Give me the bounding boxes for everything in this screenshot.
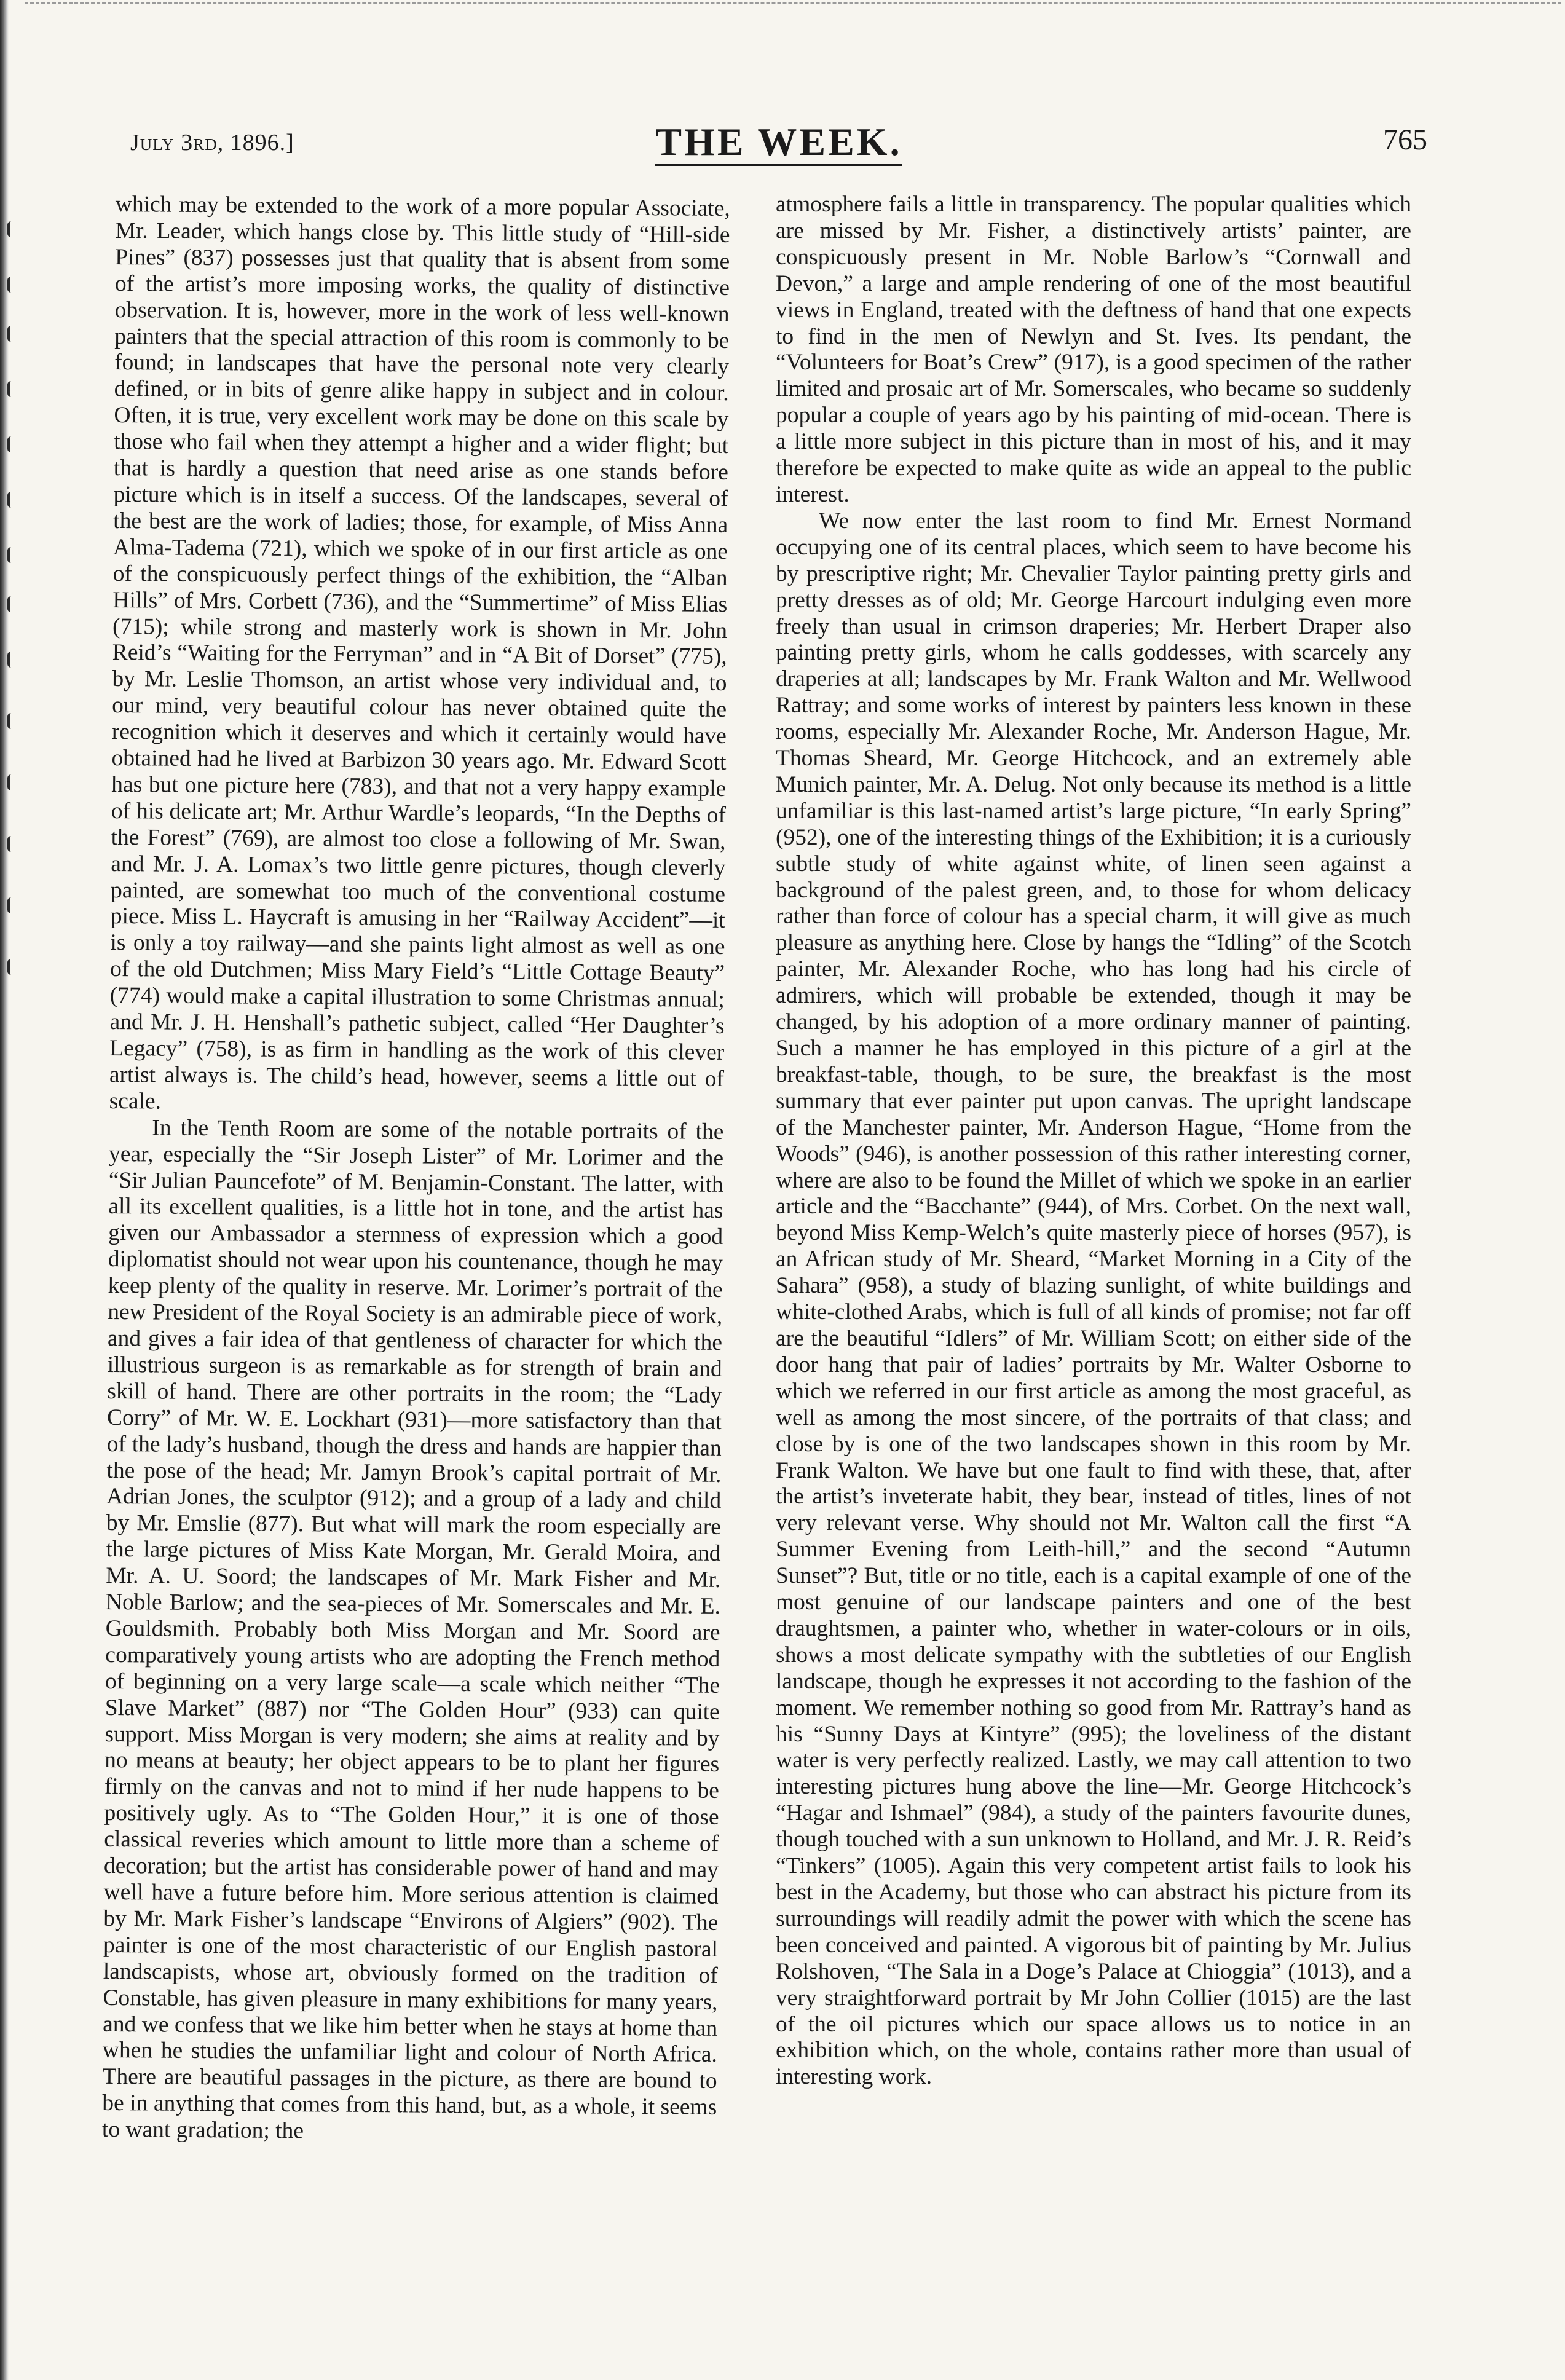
margin-marks — [7, 221, 22, 1020]
right-column — [776, 192, 1411, 2090]
left-column — [102, 192, 730, 2148]
page-header — [130, 118, 1427, 173]
top-border-line — [25, 2, 1561, 6]
left-paragraph-1: which may be extended to the work of a more popular Associate, Mr. Leader, which hangs close by. This little study of “Hill-side Pines” (837) possesses just that quality that is absent from some of the artist’s more imposing works, the quality of distinctive observation. It is, however, more in the work of less well-known painters that the special attraction of this room is commonly to be found; in landscapes that have the personal note very clearly defined, or in bits of genre alike happy in subject and in colour. Often, it is true, very excellent work may be done on this scale by those who fail when they attempt a higher and a wider flight; but that is hardly a question that need arise as one stands before picture which is in itself a success. Of the landscapes, several of the best are the work of ladies; those, for example, of Miss Anna Alma-Tadema (721), which we spoke of in our first article as one of the conspicuously perfect things of the exhibition, the “Alban Hills” of Mrs. Corbett (736), and the “Summertime” of Miss Elias (715); while strong and masterly work is shown in Mr. John Reid’s “Waiting for the Ferryman” and in “A Bit of Dorset” (775), by Mr. Leslie Thomson, an artist whose very individual and, to our mind, very beautiful colour has never obtained quite the recognition which it deserves and which it certainly would have obtained had he lived at Barbizon 30 years ago. Mr. Edward Scott has but one picture here (783), and that not a very happy example of his delicate art; Mr. Arthur Wardle’s leopards, “In the Depths of the Forest” (769), are almost too close a following of Mr. Swan, and Mr. J. A. Lomax’s two little genre pictures, though cleverly painted, are somewhat too much of the conventional costume piece. Miss L. Haycraft is amusing in her “Railway Accident”—it is only a toy railway—and she paints light almost as well as one of the old Dutchmen; Miss Mary Field’s “Little Cottage Beauty” (774) would make a capital illustration to some Christmas annual; and Mr. J. H. Henshall’s pathetic subject, called “Her Daughter’s Legacy” (758), is as firm in handling as the work of this clever artist always is. The child’s head, however, seems a little out of scale. — [109, 192, 730, 1114]
publication-title — [130, 119, 1427, 165]
right-paragraph-2: We now enter the last room to find Mr. Ernest Normand occupying one of its central places, which seem to have become his by prescriptive right; Mr. Chevalier Taylor painting pretty girls and pretty dresses as of old; Mr. George Harcourt indulging even more freely than usual in crimson draperies; Mr. Herbert Draper also painting pretty girls, whom he calls goddesses, with scarcely any draperies at all; landscapes by Mr. Frank Walton and Mr. Wellwood Rattray; and some works of interest by painters less known in these rooms, especially Mr. Alexander Roche, Mr. Anderson Hague, Mr. Thomas Sheard, Mr. George Hitchcock, and an extremely able Munich painter, Mr. A. Delug. Not only because its method is a little unfamiliar is this last-named artist’s large picture, “In early Spring” (952), one of the interesting things of the Exhibition; it is a curiously subtle study of white against white, of linen seen against a background of the palest green, and, to those for whom delicacy rather than force of colour has a special charm, it will give as much pleasure as anything here. Close by hangs the “Idling” of the Scotch painter, Mr. Alexander Roche, who has long had his circle of admirers, which will probable be extended, though it may be changed, by his adoption of a more ordinary manner of painting. Such a manner he has employed in this picture of a girl at the breakfast-table, though, to be sure, the breakfast is the most summary that ever painter put upon canvas. The upright landscape of the Manchester painter, Mr. Anderson Hague, “Home from the Woods” (946), is another possession of this rather interesting corner, where are also to be found the Millet of which we spoke in an earlier article and the “Bacchante” (944), of Mrs. Corbet. On the next wall, beyond Miss Kemp-Welch’s quite masterly piece of horses (957), is an African study of Mr. Sheard, “Market Morning in a City of the Sahara” (958), a study of blazing sunlight, of white buildings and white-clothed Arabs, which is full of all kinds of promise; not far off are the beautiful “Idlers” of Mr. William Scott; on either side of the door hang that pair of ladies’ portraits by Mr. Walter Osborne to which we referred in our first article as among the most graceful, as well as among the most sincere, of the portraits of that class; and close by is one of the two landscapes shown in this room by Mr. Frank Walton. We have but one fault to find with these, that, after the artist’s inveterate habit, they bear, instead of titles, lines of not very relevant verse. Why should not Mr. Walton call the first “A Summer Evening from Leith-hill,” and the second “Autumn Sunset”? But, title or no title, each is a capital example of one of the most genuine of our landscape painters and one of the best draughtsmen, a painter who, whether in water-colours or in oils, shows a most delicate sympathy with the subtleties of our English landscape, though he expresses it not according to the fashion of the moment. We remember nothing so good from Mr. Rattray’s hand as his “Sunny Days at Kintyre” (995); the loveliness of the distant water is very perfectly realized. Lastly, we may call attention to two interesting pictures hung above the line—Mr. George Hitchcock’s “Hagar and Ishmael” (984), a study of the painters favourite dunes, though touched with a sun unknown to Holland, and Mr. J. R. Reid’s “Tinkers” (1005). Again this very competent artist fails to look his best in the Academy, but those who can abstract his picture from its surroundings will readily admit the power with which the scene has been conceived and painted. A vigorous bit of painting by Mr. Julius Rolshoven, “The Sala in a Doge’s Palace at Chioggia” (1013), and a very straightforward portrait by Mr John Collier (1015) are the last of the oil pictures which our space allows us to notice in an exhibition which, on the whole, contains rather more than usual of interesting work. — [776, 508, 1411, 2090]
left-paragraph-2: In the Tenth Room are some of the notable portraits of the year, especially the “Sir Joseph Lister” of Mr. Lorimer and the “Sir Julian Pauncefote” of M. Benjamin-Constant. The latter, with all its excellent qualities, is a little hot in tone, and the artist has given our Ambassador a sternness of expression which a good diplomatist should not wear upon his countenance, though he may keep plenty of the quality in reserve. Mr. Lorimer’s portrait of the new President of the Royal Society is an admirable piece of work, and gives a fair idea of that gentleness of character for which the illustrious surgeon is as remarkable as for strength of brain and skill of hand. There are other portraits in the room; the “Lady Corry” of Mr. W. E. Lockhart (931)—more satisfactory than that of the lady’s husband, though the dress and hands are happier than the pose of the head; Mr. Jamyn Brook’s capital portrait of Mr. Adrian Jones, the sculptor (912); and a group of a lady and child by Mr. Emslie (877). But what will mark the room especially are the large pictures of Miss Kate Morgan, Mr. Gerald Moira, and Mr. A. U. Soord; the landscapes of Mr. Mark Fisher and Mr. Noble Barlow; and the sea-pieces of Mr. Somerscales and Mr. E. Gouldsmith. Probably both Miss Morgan and Mr. Soord are comparatively young artists who are adopting the French method of beginning on a very large scale—a scale which neither “The Slave Market” (887) nor “The Golden Hour” (933) can quite support. Miss Morgan is very modern; she aims at reality and by no means at beauty; her object appears to be to plant her figures firmly on the canvas and not to mind if her nude happens to be positively ugly. As to “The Golden Hour,” it is one of those classical reveries which amount to little more than a scheme of decoration; but the artist has considerable power of hand and may well have a future before him. More serious attention is claimed by Mr. Mark Fisher’s landscape “Environs of Algiers” (902). The painter is one of the most characteristic of our English pastoral landscapists, whose art, obviously formed on the tradition of Constable, has given pleasure in many exhibitions for many years, and we confess that we like him better when he stays at home than when he studies the unfamiliar light and colour of North Africa. There are beautiful passages in the picture, as there are bound to be in anything that comes from this hand, but, as a whole, it seems to want gradation; the — [101, 1115, 724, 2144]
page-number: 765 — [1383, 124, 1427, 156]
publication-title-text: THE WEEK. — [655, 120, 902, 166]
issue-date: July 3rd, 1896.] — [130, 130, 294, 156]
right-paragraph-1: atmosphere fails a little in transparency. The popular qualities which are missed by Mr. Fisher, a distinctively artists’ painter, are conspicuously present in Mr. Noble Barlow’s “Cornwall and Devon,” a large and ample rendering of one of the most beautiful views in England, treated with the deftness of hand that one expects to find in the men of Newlyn and St. Ives. Its pendant, the “Volunteers for Boat’s Crew” (917), is a good specimen of the rather limited and prosaic art of Mr. Somerscales, who became so suddenly popular a couple of years ago by his painting of mid-ocean. There is a little more subject in this picture than in most of his, and it may therefore be expected to make quite as wide an appeal to the public interest. — [776, 192, 1411, 507]
